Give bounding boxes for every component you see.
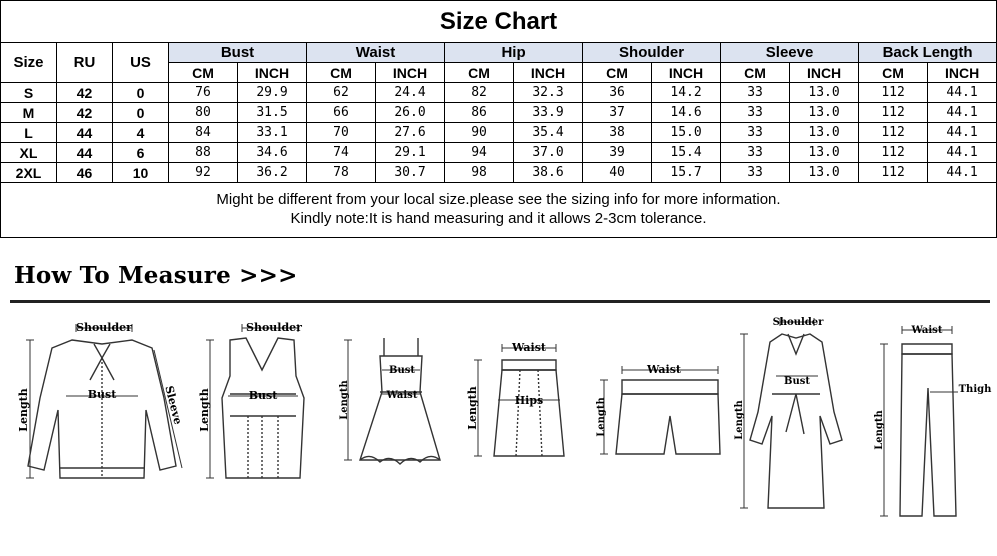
page-title: Size Chart (439, 8, 558, 35)
cell-waist-cm: 70 (307, 123, 376, 143)
coat-figure (734, 312, 864, 527)
cell-ru: 46 (57, 163, 113, 183)
label-bust-3: Bust (389, 365, 415, 376)
unit-shoulder-inch: INCH (652, 63, 721, 83)
cell-shoulder-cm: 38 (583, 123, 652, 143)
cell-size: L (1, 123, 57, 143)
cell-waist-cm: 74 (307, 143, 376, 163)
cell-bust-inch: 34.6 (238, 143, 307, 163)
label-hips-4: Hips (514, 394, 544, 407)
cell-sleeve-inch: 13.0 (790, 163, 859, 183)
cell-sleeve-inch: 13.0 (790, 103, 859, 123)
label-bust: Bust (87, 388, 117, 401)
cell-shoulder-inch: 14.2 (652, 83, 721, 103)
unit-waist-cm: CM (307, 63, 376, 83)
cell-ru: 42 (57, 103, 113, 123)
cell-bust-cm: 80 (169, 103, 238, 123)
label-length-6: Length (734, 400, 745, 440)
table-row (1, 163, 997, 183)
cell-shoulder-inch: 15.0 (652, 123, 721, 143)
cell-sleeve-cm: 33 (721, 123, 790, 143)
cell-waist-inch: 29.1 (376, 143, 445, 163)
cell-waist-inch: 30.7 (376, 163, 445, 183)
cell-hip-inch: 38.6 (514, 163, 583, 183)
label-waist-5: Waist (647, 363, 681, 376)
header-ru: RU (57, 43, 113, 83)
coat-drawing (734, 312, 864, 522)
cell-hip-cm: 94 (445, 143, 514, 163)
unit-bust-inch: INCH (238, 63, 307, 83)
label-shoulder-6: Shoulder (772, 317, 824, 328)
cell-size: M (1, 103, 57, 123)
label-bust-6: Bust (784, 376, 810, 387)
header-sleeve: Sleeve (721, 43, 859, 63)
label-length: Length (17, 388, 30, 432)
cell-bust-cm: 92 (169, 163, 238, 183)
cell-sleeve-cm: 33 (721, 163, 790, 183)
how-to-measure-heading: How To Measure >>> (14, 262, 298, 289)
unit-hip-cm: CM (445, 63, 514, 83)
label-bust-2: Bust (248, 389, 278, 402)
header-hip: Hip (445, 43, 583, 63)
label-length-5: Length (596, 397, 607, 437)
cell-shoulder-cm: 39 (583, 143, 652, 163)
cell-shoulder-inch: 15.7 (652, 163, 721, 183)
label-thigh-7: Thigh (958, 384, 992, 395)
header-size: Size (1, 43, 57, 83)
table-row (1, 123, 997, 143)
cell-us: 0 (113, 83, 169, 103)
label-waist-3: Waist (386, 390, 418, 401)
cell-back-length-cm: 112 (859, 163, 928, 183)
cell-waist-inch: 26.0 (376, 103, 445, 123)
cell-size: XL (1, 143, 57, 163)
cell-hip-cm: 98 (445, 163, 514, 183)
table-row (1, 103, 997, 123)
dress-drawing (340, 330, 450, 490)
table-row (1, 83, 997, 103)
cell-back-length-cm: 112 (859, 83, 928, 103)
cell-back-length-inch: 44.1 (928, 163, 997, 183)
cell-bust-cm: 84 (169, 123, 238, 143)
header-bust: Bust (169, 43, 307, 63)
size-table (0, 42, 997, 183)
shorts-figure (594, 360, 724, 475)
cell-shoulder-cm: 37 (583, 103, 652, 123)
label-length-2: Length (198, 388, 211, 432)
unit-back-length-inch: INCH (928, 63, 997, 83)
heading-divider (10, 300, 990, 303)
cell-hip-inch: 33.9 (514, 103, 583, 123)
cell-bust-inch: 31.5 (238, 103, 307, 123)
note-line-2: Kindly note:It is hand measuring and it allows 2-3cm tolerance. (290, 210, 707, 227)
label-waist-7: Waist (911, 325, 943, 336)
cell-waist-cm: 66 (307, 103, 376, 123)
header-back-length: Back Length (859, 43, 997, 63)
cell-us: 4 (113, 123, 169, 143)
cell-bust-cm: 76 (169, 83, 238, 103)
cell-waist-inch: 24.4 (376, 83, 445, 103)
cell-ru: 42 (57, 83, 113, 103)
cell-sleeve-cm: 33 (721, 103, 790, 123)
unit-shoulder-cm: CM (583, 63, 652, 83)
cell-sleeve-cm: 33 (721, 143, 790, 163)
cell-ru: 44 (57, 143, 113, 163)
label-length-7: Length (874, 410, 885, 450)
cell-us: 0 (113, 103, 169, 123)
cell-ru: 44 (57, 123, 113, 143)
cell-bust-inch: 36.2 (238, 163, 307, 183)
label-shoulder: Shoulder (76, 321, 132, 334)
unit-hip-inch: INCH (514, 63, 583, 83)
notes (0, 190, 997, 228)
cell-waist-cm: 62 (307, 83, 376, 103)
cell-back-length-inch: 44.1 (928, 143, 997, 163)
cell-sleeve-inch: 13.0 (790, 123, 859, 143)
blouse-figure (14, 318, 194, 503)
cell-shoulder-cm: 36 (583, 83, 652, 103)
cell-sleeve-cm: 33 (721, 83, 790, 103)
tank-top-drawing (200, 318, 320, 498)
cell-hip-inch: 37.0 (514, 143, 583, 163)
unit-waist-inch: INCH (376, 63, 445, 83)
cell-sleeve-inch: 13.0 (790, 143, 859, 163)
cell-back-length-cm: 112 (859, 143, 928, 163)
shorts-drawing (594, 360, 724, 470)
cell-bust-inch: 29.9 (238, 83, 307, 103)
header-shoulder: Shoulder (583, 43, 721, 63)
table-row (1, 143, 997, 163)
cell-back-length-cm: 112 (859, 103, 928, 123)
cell-hip-inch: 32.3 (514, 83, 583, 103)
unit-sleeve-inch: INCH (790, 63, 859, 83)
cell-us: 6 (113, 143, 169, 163)
skirt-figure (464, 336, 574, 481)
cell-hip-inch: 35.4 (514, 123, 583, 143)
cell-bust-inch: 33.1 (238, 123, 307, 143)
cell-size: 2XL (1, 163, 57, 183)
cell-us: 10 (113, 163, 169, 183)
dress-figure (340, 330, 450, 495)
label-sleeve: Sleeve (162, 384, 185, 426)
cell-hip-cm: 82 (445, 83, 514, 103)
cell-bust-cm: 88 (169, 143, 238, 163)
cell-size: S (1, 83, 57, 103)
skirt-drawing (464, 336, 574, 476)
label-length-4: Length (466, 386, 479, 430)
cell-waist-inch: 27.6 (376, 123, 445, 143)
blouse-drawing (14, 318, 194, 498)
note-line-1: Might be different from your local size.please see the sizing info for more information. (216, 191, 781, 208)
cell-back-length-inch: 44.1 (928, 83, 997, 103)
cell-shoulder-inch: 15.4 (652, 143, 721, 163)
cell-back-length-cm: 112 (859, 123, 928, 143)
header-waist: Waist (307, 43, 445, 63)
trousers-figure (868, 318, 993, 533)
cell-back-length-inch: 44.1 (928, 123, 997, 143)
label-waist-4: Waist (512, 341, 546, 354)
unit-back-length-cm: CM (859, 63, 928, 83)
trousers-drawing (868, 318, 993, 528)
tank-top-figure (200, 318, 320, 503)
label-shoulder-2: Shoulder (246, 321, 302, 334)
cell-waist-cm: 78 (307, 163, 376, 183)
cell-shoulder-inch: 14.6 (652, 103, 721, 123)
cell-hip-cm: 86 (445, 103, 514, 123)
header-us: US (113, 43, 169, 83)
unit-bust-cm: CM (169, 63, 238, 83)
unit-sleeve-cm: CM (721, 63, 790, 83)
label-length-3: Length (339, 380, 350, 420)
cell-sleeve-inch: 13.0 (790, 83, 859, 103)
cell-back-length-inch: 44.1 (928, 103, 997, 123)
cell-hip-cm: 90 (445, 123, 514, 143)
cell-shoulder-cm: 40 (583, 163, 652, 183)
